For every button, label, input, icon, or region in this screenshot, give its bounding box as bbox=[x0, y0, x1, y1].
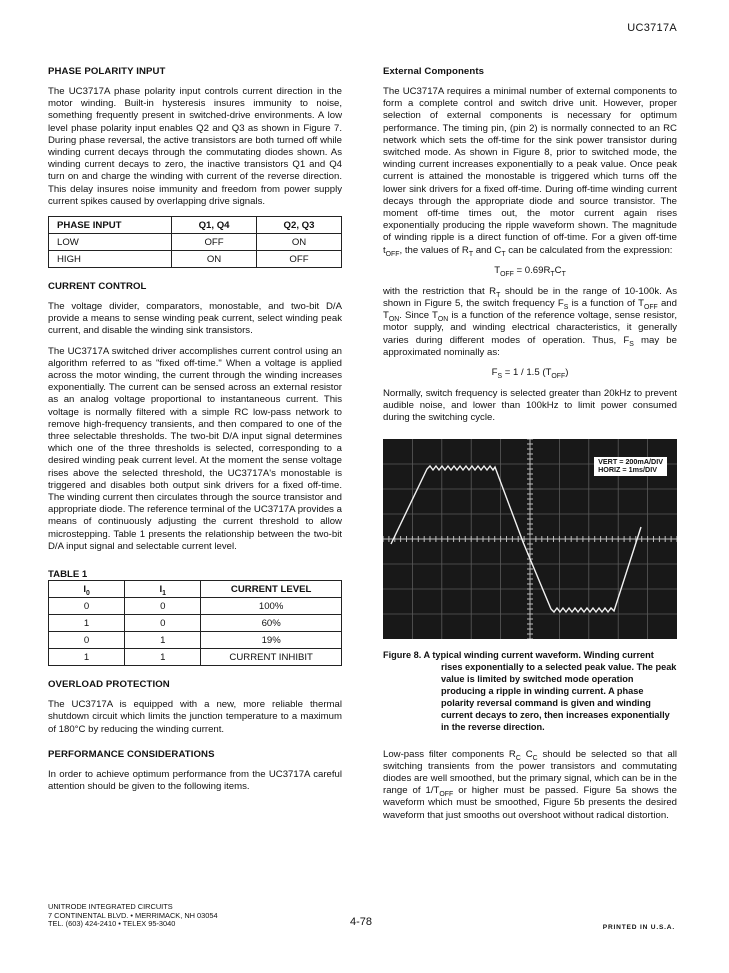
scope-scale-label bbox=[594, 457, 667, 476]
text-run: and C bbox=[473, 244, 502, 256]
subscript: S bbox=[497, 372, 503, 380]
table-cell: 1 bbox=[125, 649, 201, 666]
text-run: . Since T bbox=[399, 310, 438, 322]
table-cell: ON bbox=[257, 234, 342, 251]
table-row bbox=[49, 234, 342, 251]
table-cell: 1 bbox=[49, 649, 125, 666]
subscript: T bbox=[550, 270, 555, 278]
table-cell: ON bbox=[172, 251, 257, 268]
text-run: The UC3717A requires a minimal number of external components to form a complete control and switch drive unit. However, proper selection of external components is necessary for optimum performance. The timing pin, (pin 2) is normally connected to an RC network which sets the off-time for the sink power transistor during switched mode. As shown in Figure 8, prior to switched mode, the winding current increases exponentially to a peak value. Once peak current is attained the monostable is triggered which turns off the lower sink drivers for a fixed off-time. During off-time winding current decays through the appropriate diode and source transistor. The moment off-time times out, the motor current again rises exponentially producing the ripple waveform shown. The magnitude of winding ripple is a direct function of off-time. For a given off-time t bbox=[383, 86, 677, 256]
footer-company: UNITRODE INTEGRATED CIRCUITS bbox=[48, 902, 173, 911]
footer-phone: TEL. (603) 424-2410 • TELEX 95-3040 bbox=[48, 919, 176, 929]
fs-formula bbox=[383, 367, 677, 378]
table-row bbox=[49, 598, 342, 615]
text-run: and T bbox=[383, 298, 677, 322]
text-run: Low-pass filter components R bbox=[383, 748, 516, 760]
part-number: UC3717A bbox=[627, 22, 677, 34]
table-header-cell: Q1, Q4 bbox=[172, 217, 257, 234]
table-cell: 60% bbox=[201, 615, 342, 632]
table-cell: 0 bbox=[125, 598, 201, 615]
table-row bbox=[49, 251, 342, 268]
text-run: , the values of R bbox=[399, 244, 469, 256]
table-cell: OFF bbox=[257, 251, 342, 268]
toff-formula bbox=[383, 265, 677, 276]
table-cell: 100% bbox=[201, 598, 342, 615]
text-run: C bbox=[520, 748, 533, 760]
text-run: can be calculated from the expression: bbox=[505, 244, 673, 256]
phase-table bbox=[48, 216, 342, 268]
table-cell: 0 bbox=[49, 598, 125, 615]
text-run: with the restriction that R bbox=[383, 285, 497, 297]
subscript: C bbox=[532, 754, 538, 762]
table-header-cell: PHASE INPUT bbox=[49, 217, 172, 234]
subscript: ON bbox=[388, 316, 400, 324]
text-run: C bbox=[554, 264, 562, 276]
external-components-p2 bbox=[383, 286, 677, 359]
subscript: OFF bbox=[643, 303, 658, 311]
table-header-cell: Q2, Q3 bbox=[257, 217, 342, 234]
header-i0-sub: 0 bbox=[86, 589, 90, 597]
phase-polarity-heading: PHASE POLARITY INPUT bbox=[48, 66, 166, 77]
right-column bbox=[383, 66, 677, 830]
text-run: = 0.69R bbox=[513, 264, 551, 276]
table1 bbox=[48, 580, 342, 666]
table-cell: HIGH bbox=[49, 251, 172, 268]
subscript: OFF bbox=[439, 791, 454, 799]
subscript: OFF bbox=[551, 372, 566, 380]
table-cell: OFF bbox=[172, 234, 257, 251]
text-run: = 1 / 1.5 (T bbox=[502, 367, 552, 379]
subscript: T bbox=[468, 250, 474, 258]
overload-heading: OVERLOAD PROTECTION bbox=[48, 679, 170, 691]
external-components-p3: Normally, switch frequency is selected greater than 20kHz to prevent audible noise, and lower than 100kHz to limit power consumed during the switching cycle. bbox=[383, 388, 677, 424]
page-number: 4-78 bbox=[350, 916, 373, 928]
phase-polarity-body: The UC3717A phase polarity input controls current direction in the motor winding. Built-in hysteresis insures immunity to noise, something frequently present in switched-drive environments. A low level phase polarity input enables Q2 and Q3 as shown in Figure 7. During phase reversal, the active transistors are both turned off while winding current decays through the commutating diodes shown. As winding current decays to zero, the inactive transistors Q1 and Q4 turn on and charge the winding with current of the reverse direction. This delay insures noise immunity and freedom from power supply current spikes caused by overlapping drive signals. bbox=[48, 86, 342, 207]
printed-in: PRINTED IN U.S.A. bbox=[602, 924, 675, 931]
text-run: may be approximated nominally as: bbox=[383, 334, 677, 358]
table-header-cell bbox=[49, 581, 125, 598]
table-cell: 1 bbox=[49, 615, 125, 632]
performance-heading: PERFORMANCE CONSIDERATIONS bbox=[48, 748, 215, 760]
text-run: should be selected so that all switching transients from the power transistors and commutating diodes are well smoothed, but the primary signal, which can be in the range of 1/T bbox=[383, 748, 678, 797]
subscript: T bbox=[561, 270, 566, 278]
text-run: F bbox=[491, 367, 498, 379]
text-run: or higher must be passed. Figure 5a shows the waveform which must be smoothed, Figure 5b presents the desired waveform that just smooths out overshoot without radical distortion. bbox=[383, 785, 677, 821]
footer-address bbox=[48, 903, 218, 929]
table-row bbox=[49, 649, 342, 666]
header-i1-sub: 1 bbox=[162, 589, 167, 597]
table-cell: 19% bbox=[201, 632, 342, 649]
subscript: T bbox=[501, 250, 506, 258]
performance-body: In order to achieve optimum performance from the UC3717A careful attention should be given to the following items. bbox=[48, 768, 342, 792]
lowpass-paragraph bbox=[383, 749, 677, 822]
external-components-p1 bbox=[383, 86, 677, 257]
table-cell: 0 bbox=[125, 615, 201, 632]
figure8-caption: Figure 8. A typical winding current waveform. Winding current rises exponentially to a selected peak value. The peak value is limited by switched mode operation producing a ripple in winding current. A phase polarity reversal command is given and winding current decays to zero, then increases exponentially in the reverse direction. bbox=[383, 649, 677, 732]
header-i1: I bbox=[159, 583, 163, 595]
subscript: OFF bbox=[385, 250, 400, 258]
table-cell: 0 bbox=[49, 632, 125, 649]
text-run: ) bbox=[565, 367, 569, 379]
external-components-heading: External Components bbox=[383, 66, 485, 77]
table-row bbox=[49, 632, 342, 649]
table-cell: CURRENT INHIBIT bbox=[201, 649, 342, 666]
scope-horiz-scale: HORIZ = 1ms/DIV bbox=[598, 465, 657, 475]
table1-title: TABLE 1 bbox=[48, 569, 88, 581]
text-run: should be in the range of 10-100k. As shown in Figure 5, the switch frequency F bbox=[383, 285, 677, 310]
subscript: T bbox=[496, 291, 501, 299]
table-cell: LOW bbox=[49, 234, 172, 251]
table-header-row bbox=[49, 217, 342, 234]
subscript: ON bbox=[437, 316, 449, 324]
text-run: is a function of T bbox=[568, 298, 644, 310]
table-row bbox=[49, 615, 342, 632]
current-control-p1: The voltage divider, comparators, monostable, and two-bit D/A provide a means to sense winding peak current, select winding peak current, and disable the winding sink transistors. bbox=[48, 301, 342, 337]
table-header-cell: CURRENT LEVEL bbox=[201, 581, 342, 598]
table-cell: 1 bbox=[125, 632, 201, 649]
table-header-row bbox=[49, 581, 342, 598]
text-run: is a function of the reference voltage, sense resistor, motor supply, and winding electrical characteristics, it generally varies during different modes of operation. Thus, F bbox=[383, 310, 678, 346]
oscilloscope-figure bbox=[383, 439, 677, 639]
overload-body: The UC3717A is equipped with a new, more reliable thermal shutdown circuit which limits the junction temperature to a maximum of 180°C by reducing the winding current. bbox=[48, 699, 342, 735]
current-control-p2: The UC3717A switched driver accomplishes current control using an algorithm referred to as "fixed off-time." When a voltage is applied across the motor winding, the current through the winding increases exponentially. The current can be sensed across an external resistor as an analog voltage proportional to instantaneous current. This voltage is normally filtered with a simple RC low-pass network to remove high-frequency transients, and then compared to one of the three selectable thresholds. The two-bit D/A input signal determines which one of the three thresholds is selected, corresponding to a desired winding peak current level. At the moment the sense voltage rises above the selected threshold, the UC3717A's monostable is triggered and disables both output sink drivers for a fixed off-time. The winding current then circulates through the source transistor and appropriate diode. The reference terminal of the UC3717A provides a means of continuously adjusting the current threshold to allow microstepping. Table 1 presents the relationship between the two-bit D/A input signal and selectable current level. bbox=[48, 345, 342, 552]
header-i0: I bbox=[83, 583, 86, 595]
subscript: OFF bbox=[500, 270, 514, 278]
current-control-heading: CURRENT CONTROL bbox=[48, 281, 147, 293]
scope-vert-scale: VERT = 200mA/DIV bbox=[598, 456, 663, 466]
text-run: T bbox=[494, 264, 501, 276]
subscript: S bbox=[563, 303, 569, 311]
footer-street: 7 CONTINENTAL BLVD. • MERRIMACK, NH 03054 bbox=[48, 910, 218, 920]
subscript: C bbox=[515, 754, 521, 762]
table-header-cell bbox=[125, 581, 201, 598]
subscript: S bbox=[629, 340, 634, 348]
left-column bbox=[48, 66, 342, 801]
